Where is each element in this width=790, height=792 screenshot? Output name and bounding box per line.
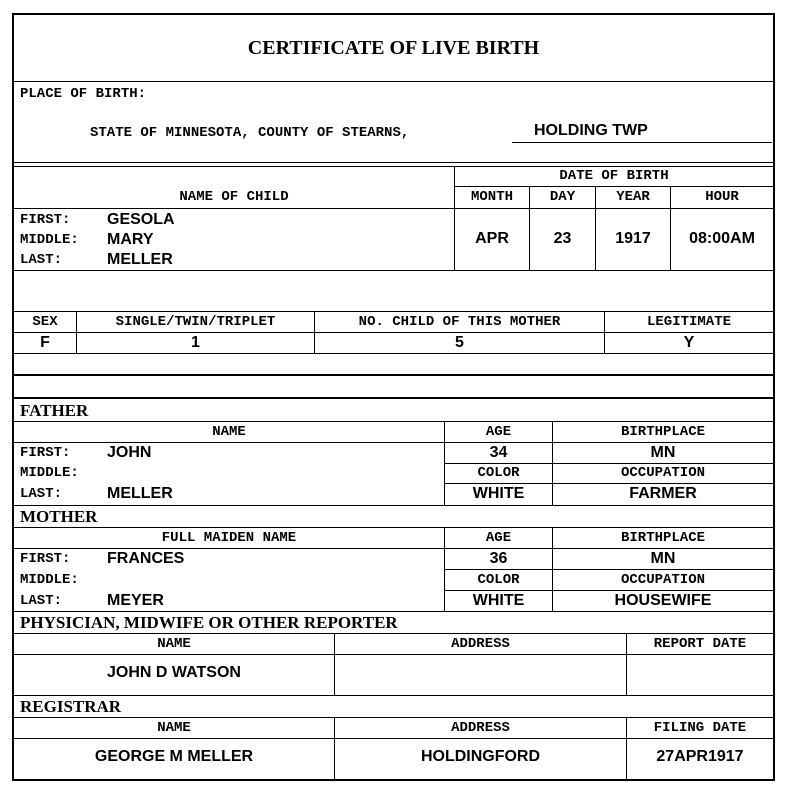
- child-last-label: LAST:: [20, 252, 63, 268]
- divider: [14, 81, 773, 82]
- birth-day: 23: [553, 230, 572, 247]
- father-middle-label: MIDDLE:: [20, 465, 79, 481]
- birth-month: APR: [475, 230, 509, 247]
- mother-name-label: FULL MAIDEN NAME: [161, 530, 297, 546]
- name-of-child-header: NAME OF CHILD: [179, 189, 289, 205]
- registrar-heading: REGISTRAR: [20, 697, 122, 716]
- father-color: WHITE: [472, 485, 525, 502]
- registrar-address: HOLDINGFORD: [420, 748, 541, 765]
- father-age-label: AGE: [485, 424, 512, 440]
- father-heading: FATHER: [20, 401, 89, 420]
- registrar-filing-date-label: FILING DATE: [653, 720, 747, 736]
- reporter-heading: PHYSICIAN, MIDWIFE OR OTHER REPORTER: [20, 613, 398, 632]
- sex-value: F: [40, 334, 50, 351]
- divider: [14, 654, 773, 655]
- divider: [14, 695, 773, 696]
- child-number-label: NO. CHILD OF THIS MOTHER: [358, 314, 561, 330]
- divider: [14, 505, 773, 506]
- hour-label: HOUR: [705, 189, 739, 205]
- child-middle-label: MIDDLE:: [20, 232, 79, 248]
- father-color-label: COLOR: [477, 465, 520, 481]
- child-first-label: FIRST:: [20, 212, 71, 228]
- child-last-name: MELLER: [107, 251, 173, 268]
- father-birthplace-label: BIRTHPLACE: [620, 424, 705, 440]
- father-name-label: NAME: [212, 424, 246, 440]
- mother-birthplace-label: BIRTHPLACE: [620, 530, 705, 546]
- month-label: MONTH: [470, 189, 513, 205]
- plurality-value: 1: [191, 334, 200, 351]
- legitimate-label: LEGITIMATE: [646, 314, 731, 330]
- mother-age: 36: [489, 550, 508, 567]
- registrar-filing-date: 27APR1917: [656, 748, 744, 765]
- divider: [14, 208, 773, 209]
- father-last-name: MELLER: [107, 485, 173, 502]
- divider: [14, 738, 773, 739]
- legitimate-value: Y: [683, 334, 695, 351]
- sex-label: SEX: [32, 314, 58, 330]
- divider: [14, 611, 773, 612]
- place-of-birth-label: PLACE OF BIRTH:: [20, 86, 147, 102]
- state-county-text: STATE OF MINNESOTA, COUNTY OF STEARNS,: [90, 125, 410, 141]
- registrar-name: GEORGE M MELLER: [94, 748, 254, 765]
- reporter-address-label: ADDRESS: [451, 636, 510, 652]
- section-divider: [14, 374, 773, 376]
- mother-middle-label: MIDDLE:: [20, 572, 79, 588]
- reporter-name-label: NAME: [157, 636, 191, 652]
- father-first-name: JOHN: [107, 444, 152, 461]
- birth-year: 1917: [615, 230, 651, 247]
- mother-color-label: COLOR: [477, 572, 520, 588]
- father-occupation: FARMER: [629, 485, 697, 502]
- birth-certificate: [12, 13, 775, 781]
- registrar-name-label: NAME: [157, 720, 191, 736]
- mother-color: WHITE: [472, 592, 525, 609]
- mother-occupation: HOUSEWIFE: [614, 592, 712, 609]
- plurality-label: SINGLE/TWIN/TRIPLET: [115, 314, 276, 330]
- mother-first-label: FIRST:: [20, 551, 71, 567]
- divider: [14, 162, 773, 163]
- birth-hour: 08:00AM: [689, 230, 755, 247]
- mother-last-label: LAST:: [20, 593, 63, 609]
- divider: [14, 353, 773, 354]
- date-of-birth-header: DATE OF BIRTH: [559, 168, 669, 184]
- father-birthplace: MN: [650, 444, 676, 461]
- child-number-value: 5: [455, 334, 464, 351]
- year-label: YEAR: [616, 189, 650, 205]
- reporter-report-date-label: REPORT DATE: [653, 636, 747, 652]
- father-last-label: LAST:: [20, 486, 63, 502]
- mother-occupation-label: OCCUPATION: [620, 572, 705, 588]
- section-divider: [14, 397, 773, 399]
- child-first-name: GESOLA: [107, 211, 175, 228]
- registrar-address-label: ADDRESS: [451, 720, 510, 736]
- father-age: 34: [489, 444, 508, 461]
- mother-heading: MOTHER: [20, 507, 98, 526]
- township-value: HOLDING TWP: [534, 122, 648, 139]
- mother-last-name: MEYER: [107, 592, 164, 609]
- mother-birthplace: MN: [650, 550, 676, 567]
- mother-first-name: FRANCES: [107, 550, 185, 567]
- day-label: DAY: [549, 189, 576, 205]
- father-occupation-label: OCCUPATION: [620, 465, 705, 481]
- divider: [14, 270, 773, 271]
- mother-age-label: AGE: [485, 530, 512, 546]
- certificate-title: CERTIFICATE OF LIVE BIRTH: [247, 37, 540, 59]
- township-underline: [512, 142, 772, 143]
- child-middle-name: MARY: [107, 231, 154, 248]
- father-first-label: FIRST:: [20, 445, 71, 461]
- reporter-name: JOHN D WATSON: [107, 664, 241, 681]
